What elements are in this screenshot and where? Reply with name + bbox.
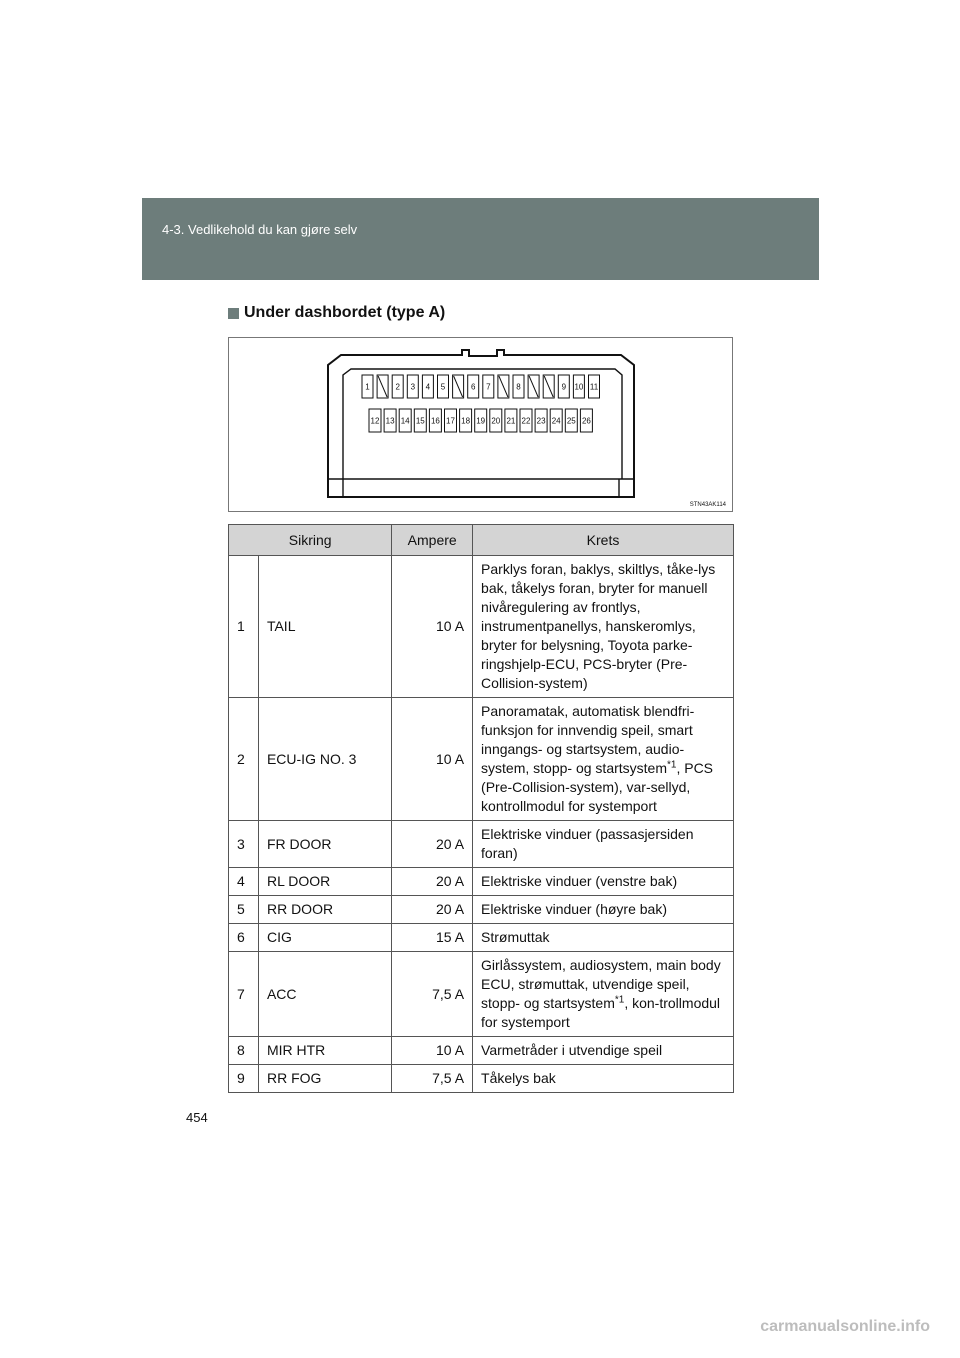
footnote-marker: *1 [667, 759, 677, 771]
circuit-text: Girlåssystem, audiosystem, main body ECU, strømuttak, utvendige speil, stopp- og startsystem [481, 957, 721, 1011]
svg-text:14: 14 [400, 416, 410, 426]
chapter-header [142, 198, 819, 280]
fuse-ampere: 20 A [392, 868, 473, 896]
empty-fuse-slot [498, 375, 509, 398]
fuse-slot-5 [438, 375, 449, 398]
table-row [229, 896, 734, 924]
table-header-row [229, 525, 734, 556]
table-row [229, 952, 734, 1037]
fuse-ampere: 20 A [392, 821, 473, 868]
fuse-ampere: 15 A [392, 924, 473, 952]
svg-text:3: 3 [410, 382, 416, 392]
fuse-slot-15 [414, 409, 426, 432]
fuse-number: 2 [229, 698, 259, 821]
fuse-number: 3 [229, 821, 259, 868]
fuse-slot-10 [573, 375, 584, 398]
fuse-slot-4 [422, 375, 433, 398]
svg-text:13: 13 [385, 416, 395, 426]
empty-fuse-slot [453, 375, 464, 398]
column-header-ampere: Ampere [392, 525, 473, 556]
section-heading [228, 304, 445, 322]
square-bullet-icon [228, 308, 239, 319]
fuse-slot-24 [550, 409, 562, 432]
fuse-circuit: Elektriske vinduer (passasjersiden foran) [473, 821, 734, 868]
fuse-number: 5 [229, 896, 259, 924]
table-row [229, 698, 734, 821]
svg-text:1: 1 [365, 382, 370, 392]
fuse-name: RR DOOR [258, 896, 391, 924]
fuse-slot-6 [468, 375, 479, 398]
svg-text:16: 16 [430, 416, 440, 426]
fuse-slot-17 [445, 409, 457, 432]
svg-text:5: 5 [440, 382, 446, 392]
svg-text:9: 9 [561, 382, 567, 392]
fuse-circuit: Strømuttak [473, 924, 734, 952]
svg-text:15: 15 [415, 416, 425, 426]
fuse-ampere: 10 A [392, 556, 473, 698]
fuse-ampere: 7,5 A [392, 1065, 473, 1093]
fuse-slot-11 [589, 375, 600, 398]
page-number: 454 [186, 1110, 208, 1125]
svg-text:26: 26 [581, 416, 591, 426]
watermark-text: carmanualsonline.info [760, 1318, 930, 1335]
fuse-circuit: Elektriske vinduer (høyre bak) [473, 896, 734, 924]
fuse-name: TAIL [258, 556, 391, 698]
table-row [229, 1037, 734, 1065]
fuse-slot-9 [558, 375, 569, 398]
fuse-slot-23 [535, 409, 547, 432]
fuse-slot-3 [407, 375, 418, 398]
svg-text:12: 12 [370, 416, 380, 426]
empty-fuse-slot [543, 375, 554, 398]
fuse-slot-21 [505, 409, 517, 432]
fuse-ampere: 20 A [392, 896, 473, 924]
fuse-number: 6 [229, 924, 259, 952]
svg-text:4: 4 [425, 382, 431, 392]
svg-text:17: 17 [446, 416, 455, 426]
table-row [229, 924, 734, 952]
diagram-code: STN43AK114 [689, 502, 726, 508]
svg-text:11: 11 [589, 382, 599, 392]
svg-text:24: 24 [551, 416, 561, 426]
fuse-slot-8 [513, 375, 524, 398]
table-row [229, 821, 734, 868]
svg-text:23: 23 [536, 416, 546, 426]
fuse-slot-16 [429, 409, 441, 432]
svg-text:2: 2 [395, 382, 400, 392]
fuse-name: CIG [258, 924, 391, 952]
fuse-number: 7 [229, 952, 259, 1037]
fuse-slot-13 [384, 409, 396, 432]
table-row [229, 556, 734, 698]
fuse-number: 4 [229, 868, 259, 896]
fuse-name: MIR HTR [258, 1037, 391, 1065]
svg-text:21: 21 [506, 416, 516, 426]
fuse-slot-22 [520, 409, 532, 432]
empty-fuse-slot [377, 375, 388, 398]
fuse-name: FR DOOR [258, 821, 391, 868]
fuse-slot-2 [392, 375, 403, 398]
chapter-title: 4-3. Vedlikehold du kan gjøre selv [162, 222, 358, 237]
svg-text:10: 10 [574, 382, 584, 392]
fuse-circuit: Parklys foran, baklys, skiltlys, tåke-lys bak, tåkelys foran, bryter for manuell nivåregulering av frontlys, instrumentpanellys, hanskeromlys, bryter for belysning, Toyota parke-ringshjelp-ECU, PCS-bryter (Pre-Collision-system) [473, 556, 734, 698]
table-row [229, 868, 734, 896]
fuse-slot-26 [580, 409, 592, 432]
circuit-text-continued: , PCS (Pre-Collision-system), var-sellyd, kontrollmodul for systemport [481, 760, 714, 814]
fuse-ampere: 10 A [392, 698, 473, 821]
fuse-ampere: 7,5 A [392, 952, 473, 1037]
fuse-name: RR FOG [258, 1065, 391, 1093]
empty-fuse-slot [528, 375, 539, 398]
fuse-table [228, 524, 734, 1093]
svg-text:25: 25 [566, 416, 576, 426]
fuse-ampere: 10 A [392, 1037, 473, 1065]
fuse-circuit [473, 698, 734, 821]
fuse-number: 1 [229, 556, 259, 698]
fuse-slot-12 [369, 409, 381, 432]
fuse-circuit: Elektriske vinduer (venstre bak) [473, 868, 734, 896]
fuse-number: 9 [229, 1065, 259, 1093]
fuse-name: ACC [258, 952, 391, 1037]
fuse-name: RL DOOR [258, 868, 391, 896]
fuse-slot-25 [565, 409, 577, 432]
svg-text:7: 7 [486, 382, 491, 392]
fuse-slot-19 [475, 409, 487, 432]
fuse-slot-18 [460, 409, 472, 432]
column-header-circuit: Krets [473, 525, 734, 556]
fuse-box-illustration [229, 338, 732, 511]
column-header-fuse: Sikring [229, 525, 392, 556]
fuse-name: ECU-IG NO. 3 [258, 698, 391, 821]
svg-text:19: 19 [476, 416, 486, 426]
footnote-marker: *1 [614, 994, 625, 1006]
fuse-slot-20 [490, 409, 502, 432]
circuit-text-continued: , kon-trollmodul for systemport [481, 995, 721, 1030]
svg-text:6: 6 [470, 382, 476, 392]
svg-text:8: 8 [516, 382, 521, 392]
fuse-circuit: Varmetråder i utvendige speil [473, 1037, 734, 1065]
fuse-circuit: Tåkelys bak [473, 1065, 734, 1093]
fuse-slot-1 [362, 375, 373, 398]
circuit-text: Panoramatak, automatisk blendfri-funksjon for innvendig speil, smart inngangs- og startsystem, audio-system, stopp- og startsystem [481, 703, 695, 776]
fuse-circuit [473, 952, 734, 1037]
fuse-slot-14 [399, 409, 411, 432]
fuse-slot-7 [483, 375, 494, 398]
section-title-text: Under dashbordet (type A) [244, 304, 446, 321]
table-row [229, 1065, 734, 1093]
svg-text:18: 18 [461, 416, 471, 426]
fuse-box-diagram [228, 337, 733, 512]
svg-text:22: 22 [521, 416, 531, 426]
fuse-number: 8 [229, 1037, 259, 1065]
svg-text:20: 20 [491, 416, 501, 426]
